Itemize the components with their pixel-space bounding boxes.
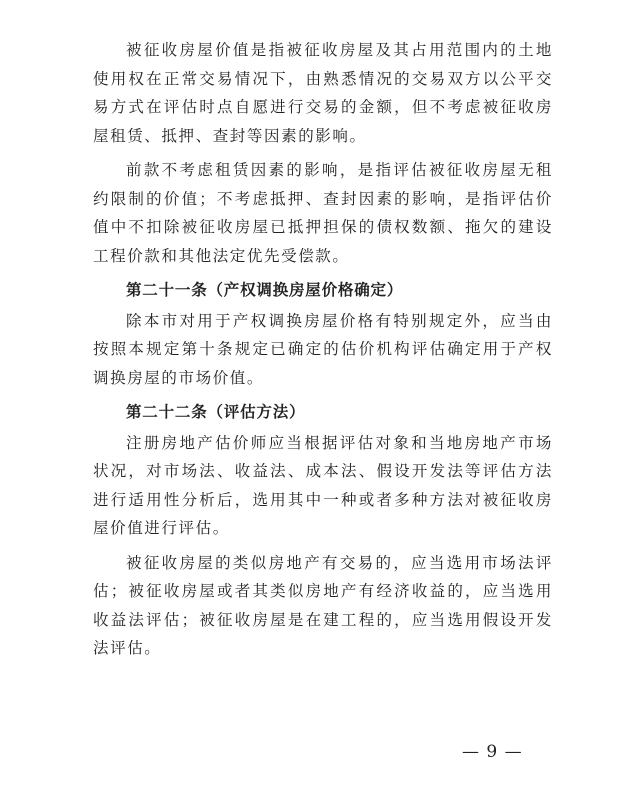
article-21-heading: 第二十一条（产权调换房屋价格确定） [126,281,404,299]
document-body [93,36,553,663]
paragraph-valuation-method-selection: 被征收房屋的类似房地产有交易的，应当选用市场法评估；被征收房屋或者其类似房地产有经济收益的，应当选用收益法评估；被征收房屋是在建工程的，应当选用假设开发法评估。 [93,553,553,657]
paragraph-lease-mortgage-exclusion: 前款不考虑租赁因素的影响，是指评估被征收房屋无租约限制的价值；不考虑抵押、查封因素的影响，是指评估价值中不扣除被征收房屋已抵押担保的债权数额、拖欠的建设工程价款和其他法定优先受偿款。 [93,161,553,265]
page-number: — 9 — [462,742,523,762]
paragraph-article-22-body: 注册房地产估价师应当根据评估对象和当地房地产市场状况，对市场法、收益法、成本法、假设开发法等评估方法进行适用性分析后，选用其中一种或者多种方法对被征收房屋价值进行评估。 [93,433,553,537]
paragraph-property-value-definition: 被征收房屋价值是指被征收房屋及其占用范围内的土地使用权在正常交易情况下，由熟悉情况的交易双方以公平交易方式在评估时点自愿进行交易的金额，但不考虑被征收房屋租赁、抵押、查封等因素的影响。 [93,41,553,145]
paragraph-article-21-body: 除本市对用于产权调换房屋价格有特别规定外，应当由按照本规定第十条规定已确定的估价机构评估确定用于产权调换房屋的市场价值。 [93,311,553,387]
article-22-heading: 第二十二条（评估方法） [126,403,306,421]
